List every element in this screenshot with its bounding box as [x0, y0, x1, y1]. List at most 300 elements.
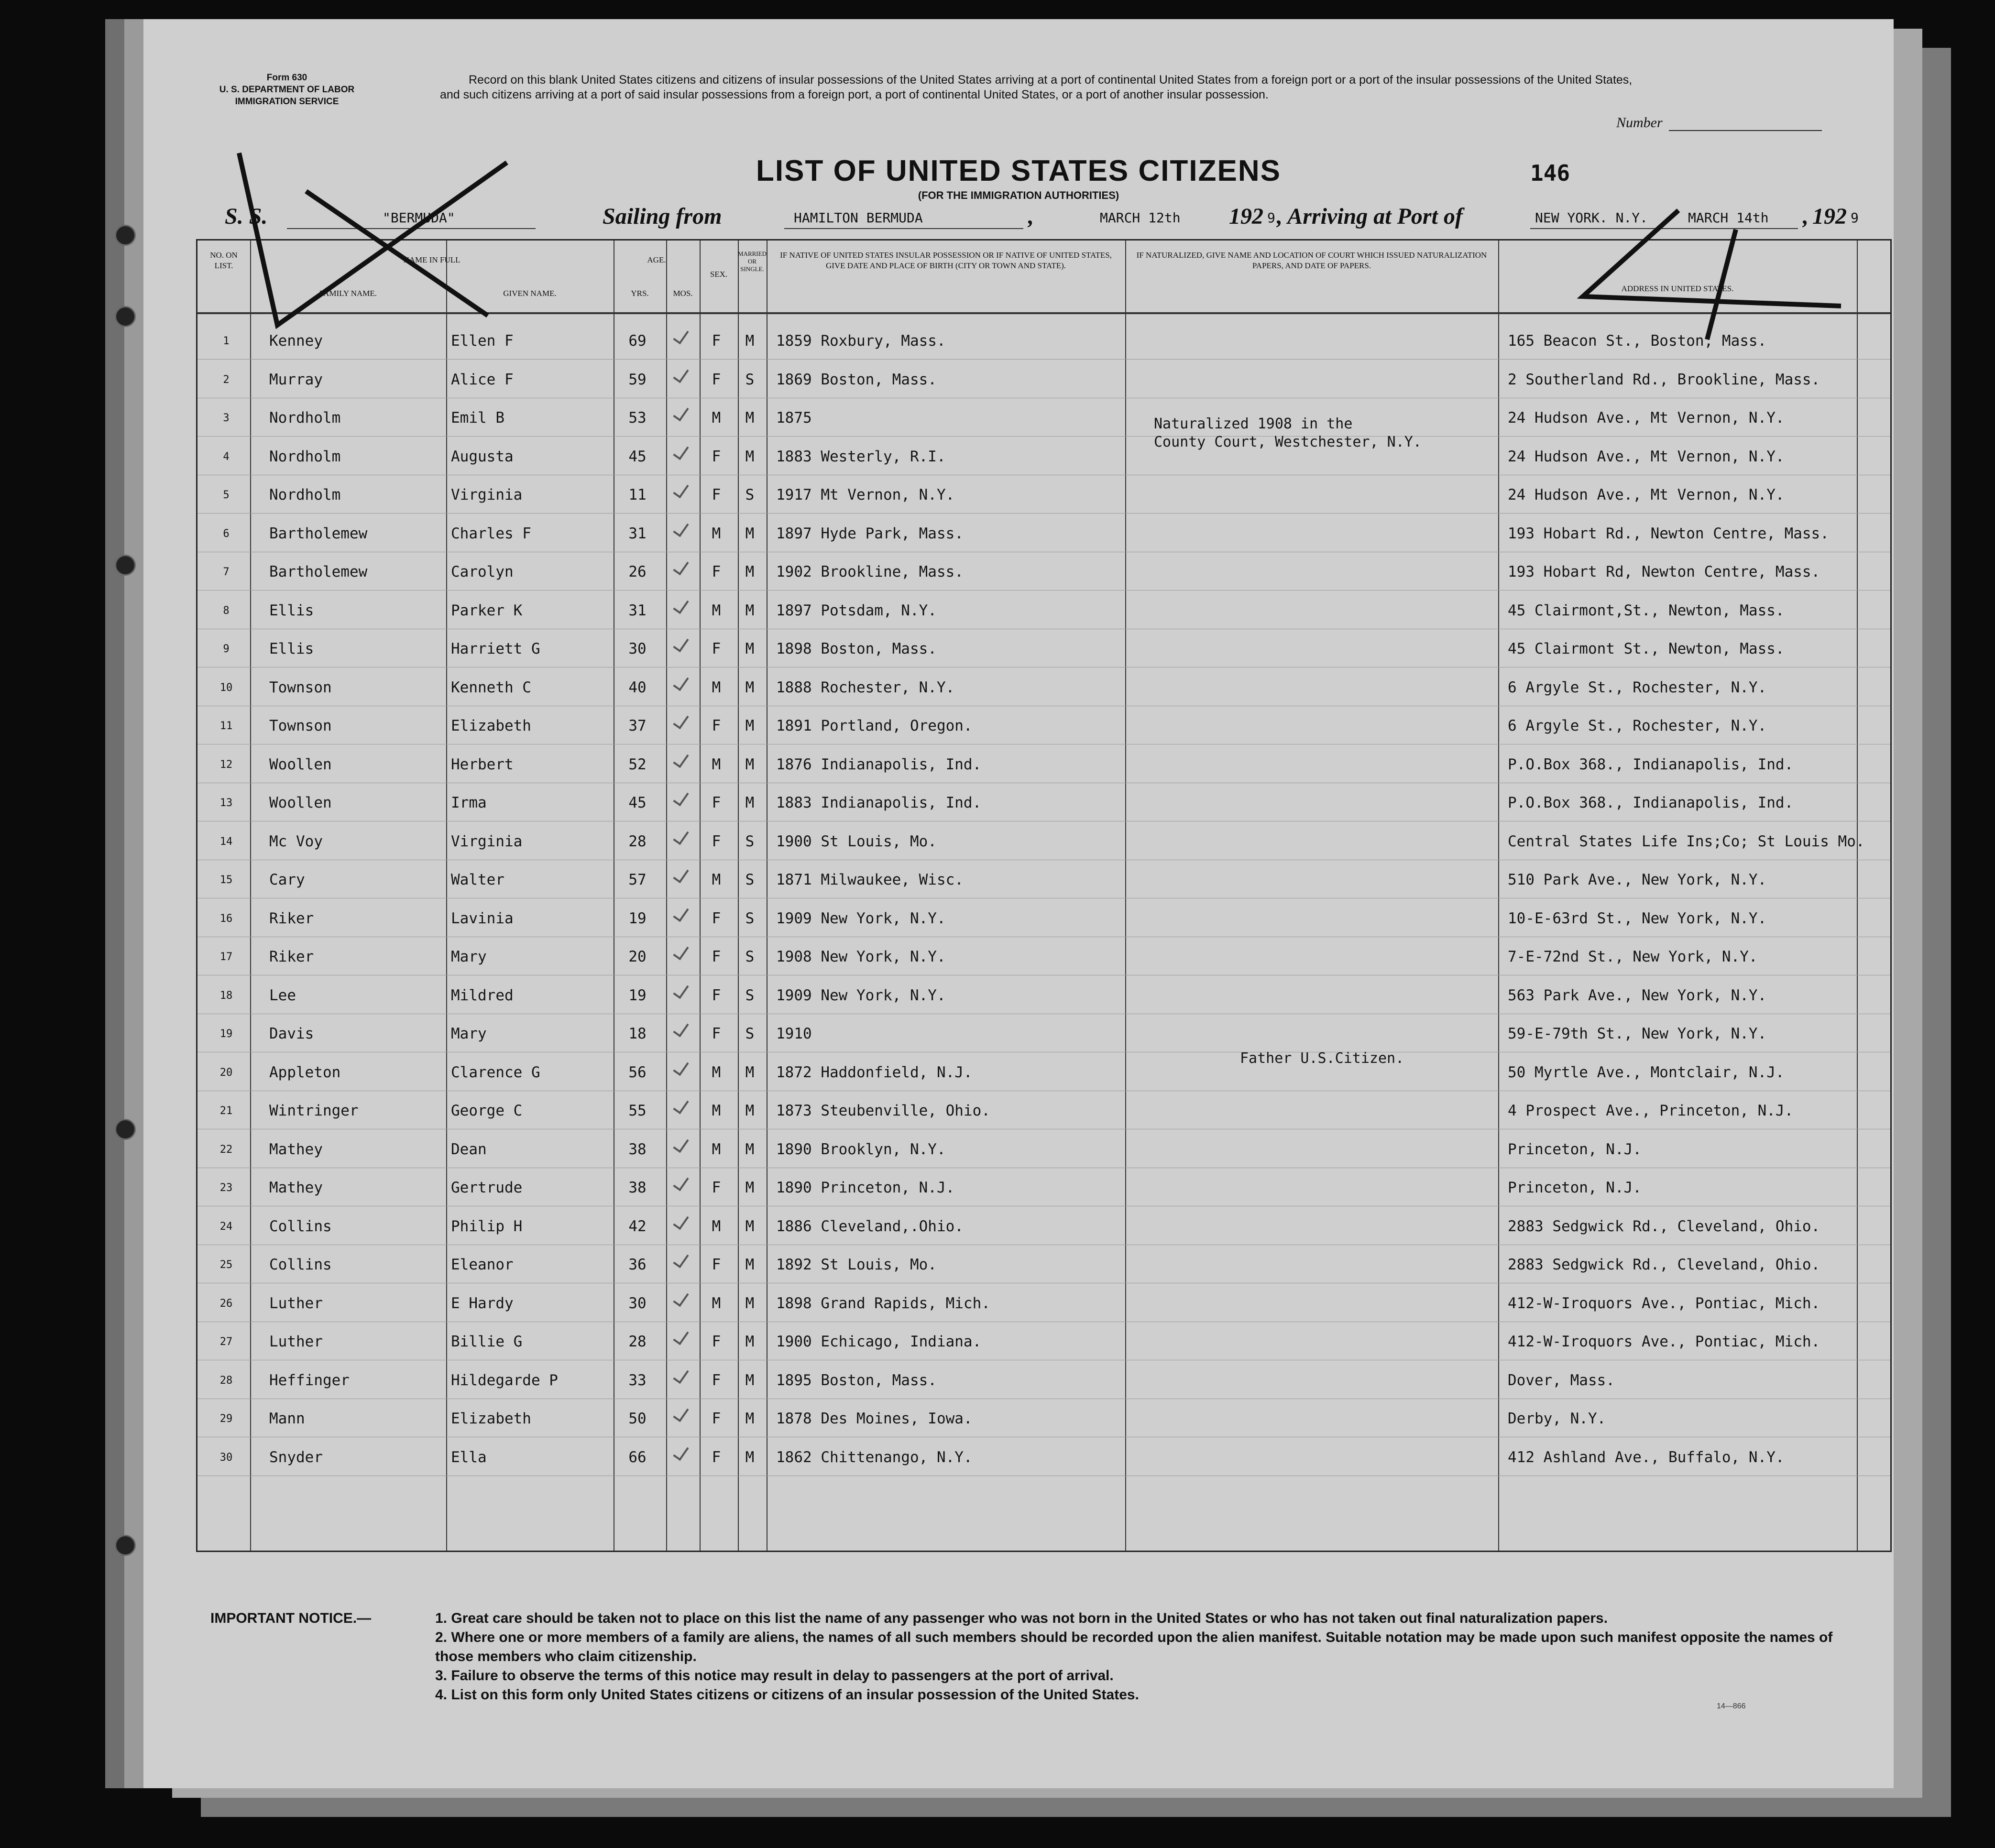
- us-address: 563 Park Ave., New York, N.Y.: [1508, 986, 1767, 1004]
- family-name: Ellis: [269, 640, 314, 657]
- us-address: Princeton, N.J.: [1508, 1140, 1642, 1158]
- sex: M: [712, 871, 721, 888]
- row-number: 26: [219, 1297, 233, 1310]
- sailing-year-digit: 9: [1267, 210, 1275, 226]
- us-address: 2 Southerland Rd., Brookline, Mass.: [1508, 371, 1820, 388]
- row-number: 19: [219, 1028, 233, 1040]
- family-name: Snyder: [269, 1448, 323, 1466]
- birth-info: 1875: [776, 409, 812, 426]
- marital-status: M: [745, 409, 755, 426]
- marital-status: S: [745, 832, 755, 850]
- us-address: 59-E-79th St., New York, N.Y.: [1508, 1025, 1767, 1042]
- us-address: 510 Park Ave., New York, N.Y.: [1508, 871, 1767, 888]
- family-name: Davis: [269, 1025, 314, 1042]
- birth-info: 1902 Brookline, Mass.: [776, 563, 964, 580]
- sex: M: [712, 755, 721, 773]
- col-age: AGE.: [647, 255, 666, 264]
- row-number: 15: [219, 874, 233, 886]
- birth-info: 1872 Haddonfield, N.J.: [776, 1063, 973, 1081]
- birth-info: 1890 Brooklyn, N.Y.: [776, 1140, 946, 1158]
- row-number: 23: [219, 1182, 233, 1194]
- sex: F: [712, 1256, 721, 1273]
- birth-info: 1886 Cleveland,.Ohio.: [776, 1217, 964, 1235]
- sailing-label: Sailing from: [603, 204, 722, 229]
- form-instructions: Record on this blank United States citizens and citizens of insular possessions of the United States arriving at a port of continental United States from a foreign port or a port of the insular possessions of the United States, and such citizens arriving at a port of said insular possessions from a foreign port, a port of continental United States, or a port of another insular possession.: [440, 73, 1633, 101]
- age-years: 20: [628, 948, 647, 965]
- given-name: Gertrude: [451, 1179, 523, 1196]
- us-address: Dover, Mass.: [1508, 1371, 1615, 1389]
- arriving-year-digit: 9: [1851, 210, 1859, 226]
- passenger-row: [197, 1053, 1890, 1092]
- birth-info: 1869 Boston, Mass.: [776, 371, 937, 388]
- given-name: Ella: [451, 1448, 487, 1466]
- notice-item: 2. Where one or more members of a family are aliens, the names of all such members should be recorded upon the alien manifest. Suitable notation may be made upon such manifest opposite the names of those members who claim citizenship.: [435, 1629, 1833, 1664]
- number-label: Number: [1616, 115, 1663, 131]
- passenger-row: [197, 1246, 1890, 1284]
- family-name: Luther: [269, 1333, 323, 1350]
- us-address: 45 Clairmont St., Newton, Mass.: [1508, 640, 1785, 657]
- us-address: 24 Hudson Ave., Mt Vernon, N.Y.: [1508, 409, 1785, 426]
- sex: F: [712, 1410, 721, 1427]
- check-mark-icon: [673, 1328, 689, 1345]
- given-name: Augusta: [451, 448, 514, 465]
- row-number: 11: [219, 720, 233, 732]
- age-years: 31: [628, 601, 647, 619]
- us-address: 24 Hudson Ave., Mt Vernon, N.Y.: [1508, 486, 1785, 503]
- row-number: 1: [223, 335, 230, 347]
- birth-info: 1878 Des Moines, Iowa.: [776, 1410, 973, 1427]
- marital-status: S: [745, 948, 755, 965]
- row-number: 27: [219, 1336, 233, 1348]
- age-years: 36: [628, 1256, 647, 1273]
- row-number: 18: [219, 989, 233, 1002]
- department-name: U. S. DEPARTMENT OF LABOR: [219, 85, 355, 95]
- us-address: 6 Argyle St., Rochester, N.Y.: [1508, 717, 1767, 734]
- passenger-row: [197, 861, 1890, 899]
- passenger-row: [197, 1284, 1890, 1323]
- check-mark-icon: [673, 750, 689, 768]
- family-name: Bartholemew: [269, 525, 368, 542]
- sex: F: [712, 832, 721, 850]
- family-name: Riker: [269, 909, 314, 927]
- us-address: 2883 Sedgwick Rd., Cleveland, Ohio.: [1508, 1256, 1820, 1273]
- number-line: [1669, 130, 1822, 131]
- marital-status: S: [745, 371, 755, 388]
- check-mark-icon: [673, 558, 689, 576]
- marital-status: M: [745, 525, 755, 542]
- sex: F: [712, 1179, 721, 1196]
- notice-label: IMPORTANT NOTICE.—: [210, 1610, 372, 1626]
- given-name: Harriett G: [451, 640, 540, 657]
- family-name: Lee: [269, 986, 296, 1004]
- row-number: 28: [219, 1374, 233, 1387]
- us-address: 2883 Sedgwick Rd., Cleveland, Ohio.: [1508, 1217, 1820, 1235]
- row-number: 5: [223, 489, 230, 501]
- sailing-date: MARCH 12th: [1100, 210, 1181, 226]
- marital-status: M: [745, 1410, 755, 1427]
- row-number: 6: [223, 527, 230, 540]
- row-number: 4: [223, 450, 230, 463]
- check-mark-icon: [673, 981, 689, 999]
- passenger-row: [197, 1438, 1890, 1476]
- family-name: Luther: [269, 1294, 323, 1312]
- birth-info: 1910: [776, 1025, 812, 1042]
- family-name: Collins: [269, 1256, 332, 1273]
- age-years: 30: [628, 640, 647, 657]
- birth-info: 1890 Princeton, N.J.: [776, 1179, 955, 1196]
- given-name: Clarence G: [451, 1063, 540, 1081]
- family-name: Murray: [269, 371, 323, 388]
- birth-info: 1909 New York, N.Y.: [776, 986, 946, 1004]
- age-years: 26: [628, 563, 647, 580]
- marital-status: S: [745, 1025, 755, 1042]
- birth-info: 1898 Boston, Mass.: [776, 640, 937, 657]
- col-address: ADDRESS IN UNITED STATES.: [1621, 284, 1734, 293]
- check-mark-icon: [673, 1135, 689, 1153]
- passenger-row: [197, 745, 1890, 784]
- us-address: 4 Prospect Ave., Princeton, N.J.: [1508, 1102, 1794, 1119]
- manifest-sheet: [143, 19, 1894, 1788]
- sex: F: [712, 1333, 721, 1350]
- arriving-year-prefix: 192: [1812, 204, 1847, 229]
- given-name: Philip H: [451, 1217, 523, 1235]
- birth-info: 1917 Mt Vernon, N.Y.: [776, 486, 955, 503]
- us-address: 45 Clairmont,St., Newton, Mass.: [1508, 601, 1785, 619]
- family-name: Kenney: [269, 332, 323, 350]
- punch-hole: [115, 225, 136, 246]
- passenger-row: [197, 976, 1890, 1015]
- notice-item: 3. Failure to observe the terms of this notice may result in delay to passengers at the port of arrival.: [435, 1668, 1114, 1684]
- age-years: 52: [628, 755, 647, 773]
- sex: F: [712, 1025, 721, 1042]
- age-years: 31: [628, 525, 647, 542]
- naturalization-note-row3: Naturalized 1908 in the County Court, Westchester, N.Y.: [1154, 416, 1422, 450]
- given-name: Mildred: [451, 986, 514, 1004]
- col-sex: SEX.: [710, 270, 728, 279]
- given-name: Billie G: [451, 1333, 523, 1350]
- us-address: Central States Life Ins;Co; St Louis Mo.: [1508, 832, 1865, 850]
- check-mark-icon: [673, 943, 689, 961]
- given-name: Mary: [451, 1025, 487, 1042]
- passenger-row: [197, 1130, 1890, 1169]
- age-years: 40: [628, 678, 647, 696]
- passenger-row: [197, 1207, 1890, 1246]
- birth-info: 1908 New York, N.Y.: [776, 948, 946, 965]
- given-name: Elizabeth: [451, 1410, 531, 1427]
- check-mark-icon: [673, 1251, 689, 1268]
- us-address: 412-W-Iroquors Ave., Pontiac, Mich.: [1508, 1294, 1820, 1312]
- given-name: Hildegarde P: [451, 1371, 558, 1389]
- ss-label: S. S.: [225, 204, 268, 229]
- passenger-row: [197, 1323, 1890, 1361]
- birth-info: 1891 Portland, Oregon.: [776, 717, 973, 734]
- marital-status: M: [745, 332, 755, 350]
- us-address: 7-E-72nd St., New York, N.Y.: [1508, 948, 1758, 965]
- age-years: 33: [628, 1371, 647, 1389]
- age-years: 28: [628, 832, 647, 850]
- family-name: Mann: [269, 1410, 305, 1427]
- voyage-line: S. S. "BERMUDA" Sailing from HAMILTON BERMUDA , MARCH 12th 192 9 , Arriving at Port of NEW YORK. N.Y. MARCH 14th , 192 9: [225, 204, 1859, 229]
- birth-info: 1892 St Louis, Mo.: [776, 1256, 937, 1273]
- family-name: Mc Voy: [269, 832, 323, 850]
- family-name: Collins: [269, 1217, 332, 1235]
- row-number: 30: [219, 1451, 233, 1464]
- birth-info: 1862 Chittenango, N.Y.: [776, 1448, 973, 1466]
- birth-info: 1883 Westerly, R.I.: [776, 448, 946, 465]
- given-name: Walter: [451, 871, 504, 888]
- birth-info: 1898 Grand Rapids, Mich.: [776, 1294, 990, 1312]
- us-address: Princeton, N.J.: [1508, 1179, 1642, 1196]
- family-name: Wintringer: [269, 1102, 359, 1119]
- given-name: Kenneth C: [451, 678, 531, 696]
- passenger-row: [197, 399, 1890, 437]
- family-name: Nordholm: [269, 409, 341, 426]
- family-name: Mathey: [269, 1179, 323, 1196]
- passenger-row: [197, 1092, 1890, 1130]
- sex: F: [712, 794, 721, 811]
- age-years: 56: [628, 1063, 647, 1081]
- punch-hole: [115, 1535, 136, 1556]
- check-mark-icon: [673, 673, 689, 691]
- given-name: Alice F: [451, 371, 514, 388]
- col-family-name: FAMILY NAME.: [319, 289, 377, 298]
- sex: F: [712, 332, 721, 350]
- passenger-row: [197, 476, 1890, 514]
- passenger-row: [197, 514, 1890, 553]
- sex: M: [712, 1217, 721, 1235]
- given-name: Dean: [451, 1140, 487, 1158]
- marital-status: M: [745, 1256, 755, 1273]
- passenger-row: [197, 707, 1890, 745]
- us-address: 165 Beacon St., Boston, Mass.: [1508, 332, 1767, 350]
- punch-hole: [115, 1119, 136, 1140]
- row-number: 3: [223, 412, 230, 424]
- passenger-row: [197, 1361, 1890, 1400]
- sex: F: [712, 986, 721, 1004]
- check-mark-icon: [673, 789, 689, 807]
- birth-info: 1895 Boston, Mass.: [776, 1371, 937, 1389]
- family-name: Heffinger: [269, 1371, 350, 1389]
- page-title: LIST OF UNITED STATES CITIZENS: [756, 154, 1281, 187]
- birth-info: 1876 Indianapolis, Ind.: [776, 755, 982, 773]
- check-mark-icon: [673, 1212, 689, 1230]
- passenger-row: [197, 437, 1890, 476]
- family-name: Townson: [269, 678, 332, 696]
- sex: F: [712, 909, 721, 927]
- sailing-year-prefix: 192: [1229, 204, 1263, 229]
- col-birth: IF NATIVE OF UNITED STATES INSULAR POSSESSION OR IF NATIVE OF UNITED STATES, GIVE DATE AND PLACE OF BIRTH (CITY OR TOWN AND STATE).: [780, 251, 1112, 270]
- passenger-row: [197, 938, 1890, 976]
- row-number: 2: [223, 373, 230, 386]
- given-name: Parker K: [451, 601, 523, 619]
- page-subtitle: (FOR THE IMMIGRATION AUTHORITIES): [918, 189, 1119, 201]
- form-code: 14—866: [1717, 1702, 1746, 1710]
- family-name: Cary: [269, 871, 305, 888]
- given-name: Elizabeth: [451, 717, 531, 734]
- given-name: Ellen F: [451, 332, 514, 350]
- age-years: 45: [628, 794, 647, 811]
- age-years: 55: [628, 1102, 647, 1119]
- family-name: Woollen: [269, 794, 332, 811]
- handwritten-x-mark: [220, 134, 555, 335]
- marital-status: M: [745, 563, 755, 580]
- punch-hole: [115, 555, 136, 576]
- given-name: Carolyn: [451, 563, 514, 580]
- family-name: Nordholm: [269, 448, 341, 465]
- check-mark-icon: [673, 1174, 689, 1192]
- check-mark-icon: [673, 327, 689, 345]
- passenger-row: [197, 630, 1890, 668]
- given-name: Eleanor: [451, 1256, 514, 1273]
- family-name: Townson: [269, 717, 332, 734]
- birth-info: 1873 Steubenville, Ohio.: [776, 1102, 990, 1119]
- birth-info: 1871 Milwaukee, Wisc.: [776, 871, 964, 888]
- given-name: E Hardy: [451, 1294, 514, 1312]
- passenger-row: [197, 899, 1890, 938]
- check-mark-icon: [673, 1058, 689, 1076]
- us-address: Derby, N.Y.: [1508, 1410, 1606, 1427]
- us-address: 50 Myrtle Ave., Montclair, N.J.: [1508, 1063, 1785, 1081]
- handwritten-4-mark: [1554, 201, 1889, 344]
- col-no: NO. ON LIST.: [210, 251, 238, 270]
- check-mark-icon: [673, 1443, 689, 1461]
- age-years: 53: [628, 409, 647, 426]
- row-number: 24: [219, 1220, 233, 1233]
- given-name: Charles F: [451, 525, 531, 542]
- us-address: P.O.Box 368., Indianapolis, Ind.: [1508, 794, 1794, 811]
- sex: M: [712, 525, 721, 542]
- sex: F: [712, 640, 721, 657]
- us-address: 6 Argyle St., Rochester, N.Y.: [1508, 678, 1767, 696]
- passenger-table: [196, 239, 1892, 1552]
- family-name: Appleton: [269, 1063, 341, 1081]
- age-years: 42: [628, 1217, 647, 1235]
- birth-info: 1888 Rochester, N.Y.: [776, 678, 955, 696]
- col-naturalized: IF NATURALIZED, GIVE NAME AND LOCATION OF COURT WHICH ISSUED NATURALIZATION PAPERS, AND DATE OF PAPERS.: [1136, 251, 1487, 270]
- row-number: 12: [219, 758, 233, 771]
- notice-item: 1. Great care should be taken not to place on this list the name of any passenger who was not born in the United States or who has not taken out final naturalization papers.: [435, 1610, 1608, 1626]
- age-years: 57: [628, 871, 647, 888]
- us-address: P.O.Box 368., Indianapolis, Ind.: [1508, 755, 1794, 773]
- check-mark-icon: [673, 442, 689, 460]
- check-mark-icon: [673, 1020, 689, 1038]
- form-number: Form 630: [266, 73, 307, 83]
- row-number: 8: [223, 604, 230, 617]
- marital-status: S: [745, 986, 755, 1004]
- check-mark-icon: [673, 1289, 689, 1307]
- arriving-port: NEW YORK. N.Y.: [1535, 210, 1648, 226]
- notice-list: [435, 1609, 1846, 1705]
- form-identifier: [196, 72, 378, 108]
- marital-status: S: [745, 486, 755, 503]
- family-name: Riker: [269, 948, 314, 965]
- age-years: 18: [628, 1025, 647, 1042]
- row-number: 22: [219, 1143, 233, 1156]
- col-mos: MOS.: [673, 289, 693, 298]
- marital-status: M: [745, 1102, 755, 1119]
- check-mark-icon: [673, 481, 689, 499]
- us-address: 24 Hudson Ave., Mt Vernon, N.Y.: [1508, 448, 1785, 465]
- family-name: Woollen: [269, 755, 332, 773]
- us-address: 193 Hobart Rd, Newton Centre, Mass.: [1508, 563, 1820, 580]
- row-number: 16: [219, 912, 233, 925]
- us-address: 412-W-Iroquors Ave., Pontiac, Mich.: [1508, 1333, 1820, 1350]
- given-name: George C: [451, 1102, 523, 1119]
- sex: M: [712, 409, 721, 426]
- passenger-row: [197, 822, 1890, 861]
- sex: M: [712, 1102, 721, 1119]
- ship-name: "BERMUDA": [383, 210, 455, 226]
- passenger-row: [197, 784, 1890, 822]
- row-number: 21: [219, 1105, 233, 1117]
- marital-status: M: [745, 601, 755, 619]
- check-mark-icon: [673, 404, 689, 422]
- marital-status: M: [745, 1179, 755, 1196]
- sex: M: [712, 1140, 721, 1158]
- passenger-row: [197, 1015, 1890, 1053]
- row-number: 29: [219, 1413, 233, 1425]
- given-name: Virginia: [451, 832, 523, 850]
- birth-info: 1909 New York, N.Y.: [776, 909, 946, 927]
- passenger-row: [197, 1400, 1890, 1438]
- col-given-name: GIVEN NAME.: [503, 289, 557, 298]
- age-years: 30: [628, 1294, 647, 1312]
- birth-info: 1900 Echicago, Indiana.: [776, 1333, 982, 1350]
- birth-info: 1859 Roxbury, Mass.: [776, 332, 946, 350]
- given-name: Mary: [451, 948, 487, 965]
- punch-hole: [115, 306, 136, 327]
- page-number: 146: [1530, 160, 1570, 186]
- col-yrs: YRS.: [631, 289, 649, 298]
- check-mark-icon: [673, 712, 689, 730]
- row-number: 9: [223, 643, 230, 655]
- given-name: Emil B: [451, 409, 504, 426]
- sex: F: [712, 371, 721, 388]
- family-name: Nordholm: [269, 486, 341, 503]
- marital-status: M: [745, 678, 755, 696]
- sex: M: [712, 1294, 721, 1312]
- age-years: 45: [628, 448, 647, 465]
- given-name: Lavinia: [451, 909, 514, 927]
- family-name: Ellis: [269, 601, 314, 619]
- age-years: 69: [628, 332, 647, 350]
- marital-status: M: [745, 1063, 755, 1081]
- marital-status: M: [745, 1333, 755, 1350]
- row-number: 25: [219, 1259, 233, 1271]
- row-number: 20: [219, 1066, 233, 1079]
- check-mark-icon: [673, 365, 689, 383]
- sex: F: [712, 717, 721, 734]
- age-years: 59: [628, 371, 647, 388]
- sex: F: [712, 948, 721, 965]
- check-mark-icon: [673, 904, 689, 922]
- us-address: 10-E-63rd St., New York, N.Y.: [1508, 909, 1767, 927]
- row-number: 13: [219, 797, 233, 809]
- passenger-row: [197, 553, 1890, 591]
- marital-status: M: [745, 794, 755, 811]
- us-address: 412 Ashland Ave., Buffalo, N.Y.: [1508, 1448, 1785, 1466]
- family-name: Mathey: [269, 1140, 323, 1158]
- marital-status: M: [745, 755, 755, 773]
- family-name: Bartholemew: [269, 563, 368, 580]
- sailing-port: HAMILTON BERMUDA: [794, 210, 923, 226]
- sex: M: [712, 601, 721, 619]
- check-mark-icon: [673, 1366, 689, 1384]
- marital-status: M: [745, 1217, 755, 1235]
- passenger-row: [197, 361, 1890, 399]
- arriving-date: MARCH 14th: [1688, 210, 1769, 226]
- age-years: 50: [628, 1410, 647, 1427]
